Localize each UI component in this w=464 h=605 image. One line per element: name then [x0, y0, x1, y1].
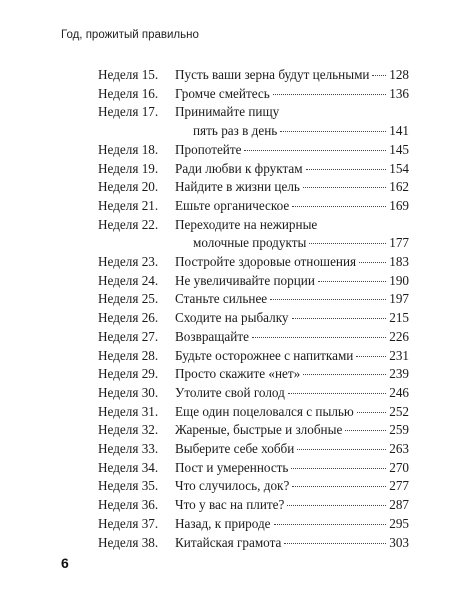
- toc-title: Жареные, быстрые и злобные: [175, 422, 343, 438]
- toc-page-number: 246: [389, 384, 409, 400]
- dot-leader: [292, 486, 386, 487]
- toc-title: Еще один поцеловался с пылью: [175, 403, 354, 419]
- toc-week-label: Неделя 29.: [98, 366, 159, 382]
- toc-page-number: 277: [389, 478, 409, 494]
- dot-leader: [306, 169, 387, 170]
- toc-page-number: 190: [389, 272, 409, 288]
- toc-page-number: 197: [389, 291, 409, 307]
- toc-entry[interactable]: [98, 216, 409, 253]
- toc-entry[interactable]: [98, 197, 409, 216]
- toc-title: Что у вас на плите?: [175, 497, 285, 513]
- toc-week-label: Неделя 22.: [98, 216, 159, 232]
- toc-page-number: 162: [389, 179, 409, 195]
- dot-leader: [252, 337, 386, 338]
- dot-leader: [273, 94, 386, 95]
- dot-leader: [291, 468, 386, 469]
- toc-entry[interactable]: [98, 459, 409, 478]
- toc-page-number: 177: [389, 235, 409, 251]
- dot-leader: [287, 505, 386, 506]
- toc-page-number: 263: [389, 441, 409, 457]
- toc-entry[interactable]: [98, 160, 409, 179]
- toc-entry[interactable]: [98, 421, 409, 440]
- dot-leader: [356, 356, 386, 357]
- toc-week-label: Неделя 28.: [98, 347, 159, 363]
- table-of-contents: [98, 66, 409, 552]
- toc-entry[interactable]: [98, 272, 409, 291]
- toc-page-number: 295: [389, 515, 409, 531]
- toc-page-number: 231: [389, 347, 409, 363]
- toc-week-label: Неделя 23.: [98, 254, 159, 270]
- dot-leader: [244, 150, 386, 151]
- toc-page-number: 141: [389, 123, 409, 139]
- toc-page-number: 215: [389, 310, 409, 326]
- toc-week-label: Неделя 19.: [98, 160, 159, 176]
- dot-leader: [359, 262, 386, 263]
- toc-entry[interactable]: [98, 365, 409, 384]
- toc-week-label: Неделя 37.: [98, 515, 159, 531]
- toc-entry[interactable]: [98, 328, 409, 347]
- toc-week-label: Неделя 24.: [98, 272, 159, 288]
- toc-title: Китайская грамота: [175, 534, 282, 550]
- toc-title: Сходите на рыбалку: [175, 310, 289, 326]
- toc-title: Выберите себе хобби: [175, 441, 295, 457]
- toc-title: Будьте осторожнее с напитками: [175, 347, 354, 363]
- toc-title: Найдите в жизни цель: [175, 179, 300, 195]
- dot-leader: [372, 75, 386, 76]
- toc-page-number: 270: [389, 459, 409, 475]
- dot-leader: [303, 187, 386, 188]
- toc-week-label: Неделя 36.: [98, 497, 159, 513]
- toc-entry[interactable]: [98, 534, 409, 553]
- toc-week-label: Неделя 26.: [98, 310, 159, 326]
- toc-entry[interactable]: [98, 253, 409, 272]
- toc-week-label: Неделя 32.: [98, 422, 159, 438]
- toc-entry[interactable]: [98, 496, 409, 515]
- dot-leader: [309, 243, 386, 244]
- dot-leader: [303, 374, 386, 375]
- toc-title: Ешьте органическое: [175, 197, 290, 213]
- toc-week-label: Неделя 25.: [98, 291, 159, 307]
- toc-title: Переходите на нежирные: [175, 216, 318, 232]
- toc-page-number: 145: [389, 141, 409, 157]
- toc-entry[interactable]: [98, 141, 409, 160]
- toc-entry[interactable]: [98, 477, 409, 496]
- toc-title: Пусть ваши зерна будут цельными: [175, 67, 370, 82]
- dot-leader: [270, 299, 386, 300]
- toc-page-number: 259: [389, 422, 409, 438]
- toc-page-number: 226: [389, 328, 409, 344]
- toc-week-label: Неделя 21.: [98, 197, 159, 213]
- toc-entry[interactable]: [98, 384, 409, 403]
- toc-title: Что случилось, док?: [175, 478, 290, 494]
- toc-entry[interactable]: [98, 440, 409, 459]
- toc-week-label: Неделя 20.: [98, 179, 159, 195]
- toc-title: Просто скажите «нет»: [175, 366, 301, 382]
- dot-leader: [292, 318, 387, 319]
- running-header: Год, прожитый правильно: [61, 29, 199, 41]
- dot-leader: [297, 449, 386, 450]
- dot-leader: [357, 412, 386, 413]
- toc-week-label: Неделя 31.: [98, 403, 159, 419]
- dot-leader: [284, 543, 386, 544]
- toc-page-number: 136: [389, 85, 409, 101]
- toc-entry[interactable]: [98, 515, 409, 534]
- page-number: 6: [61, 555, 69, 571]
- toc-page-number: 303: [389, 534, 409, 550]
- toc-page-number: 239: [389, 366, 409, 382]
- toc-title-continuation: пять раз в день: [193, 123, 278, 139]
- toc-page-number: 169: [389, 197, 409, 213]
- toc-entry[interactable]: [98, 309, 409, 328]
- toc-entry[interactable]: [98, 66, 409, 85]
- toc-page-number: 154: [389, 160, 409, 176]
- toc-title: Возвращайте: [175, 328, 249, 344]
- toc-entry[interactable]: [98, 85, 409, 104]
- toc-entry[interactable]: [98, 403, 409, 422]
- toc-title-continuation: молочные продукты: [193, 235, 307, 251]
- toc-page-number: 252: [389, 403, 409, 419]
- dot-leader: [345, 430, 386, 431]
- dot-leader: [318, 281, 386, 282]
- toc-week-label: Неделя 33.: [98, 441, 159, 457]
- dot-leader: [280, 131, 386, 132]
- toc-page-number: 128: [389, 67, 409, 82]
- toc-week-label: Неделя 34.: [98, 459, 159, 475]
- toc-week-label: Неделя 16.: [98, 85, 159, 101]
- toc-entry[interactable]: [98, 103, 409, 140]
- toc-week-label: Неделя 15.: [98, 67, 159, 82]
- toc-page-number: 183: [389, 254, 409, 270]
- toc-week-label: Неделя 17.: [98, 104, 159, 120]
- toc-title: Пропотейте: [175, 141, 242, 157]
- toc-entry[interactable]: [98, 347, 409, 366]
- toc-title: Громче смейтесь: [175, 85, 270, 101]
- dot-leader: [292, 206, 386, 207]
- toc-title: Пост и умеренность: [175, 459, 289, 475]
- toc-title: Не увеличивайте порции: [175, 272, 315, 288]
- toc-week-label: Неделя 18.: [98, 141, 159, 157]
- toc-title: Утолите свой голод: [175, 384, 285, 400]
- toc-title: Назад, к природе: [175, 515, 271, 531]
- toc-entry[interactable]: [98, 178, 409, 197]
- dot-leader: [288, 393, 386, 394]
- toc-week-label: Неделя 27.: [98, 328, 159, 344]
- dot-leader: [274, 524, 387, 525]
- toc-week-label: Неделя 35.: [98, 478, 159, 494]
- toc-week-label: Неделя 38.: [98, 534, 159, 550]
- toc-title: Станьте сильнее: [175, 291, 268, 307]
- toc-entry[interactable]: [98, 290, 409, 309]
- toc-title: Ради любви к фруктам: [175, 160, 303, 176]
- toc-week-label: Неделя 30.: [98, 384, 159, 400]
- toc-title: Принимайте пищу: [175, 104, 280, 120]
- toc-page-number: 287: [389, 497, 409, 513]
- toc-title: Постройте здоровые отношения: [175, 254, 357, 270]
